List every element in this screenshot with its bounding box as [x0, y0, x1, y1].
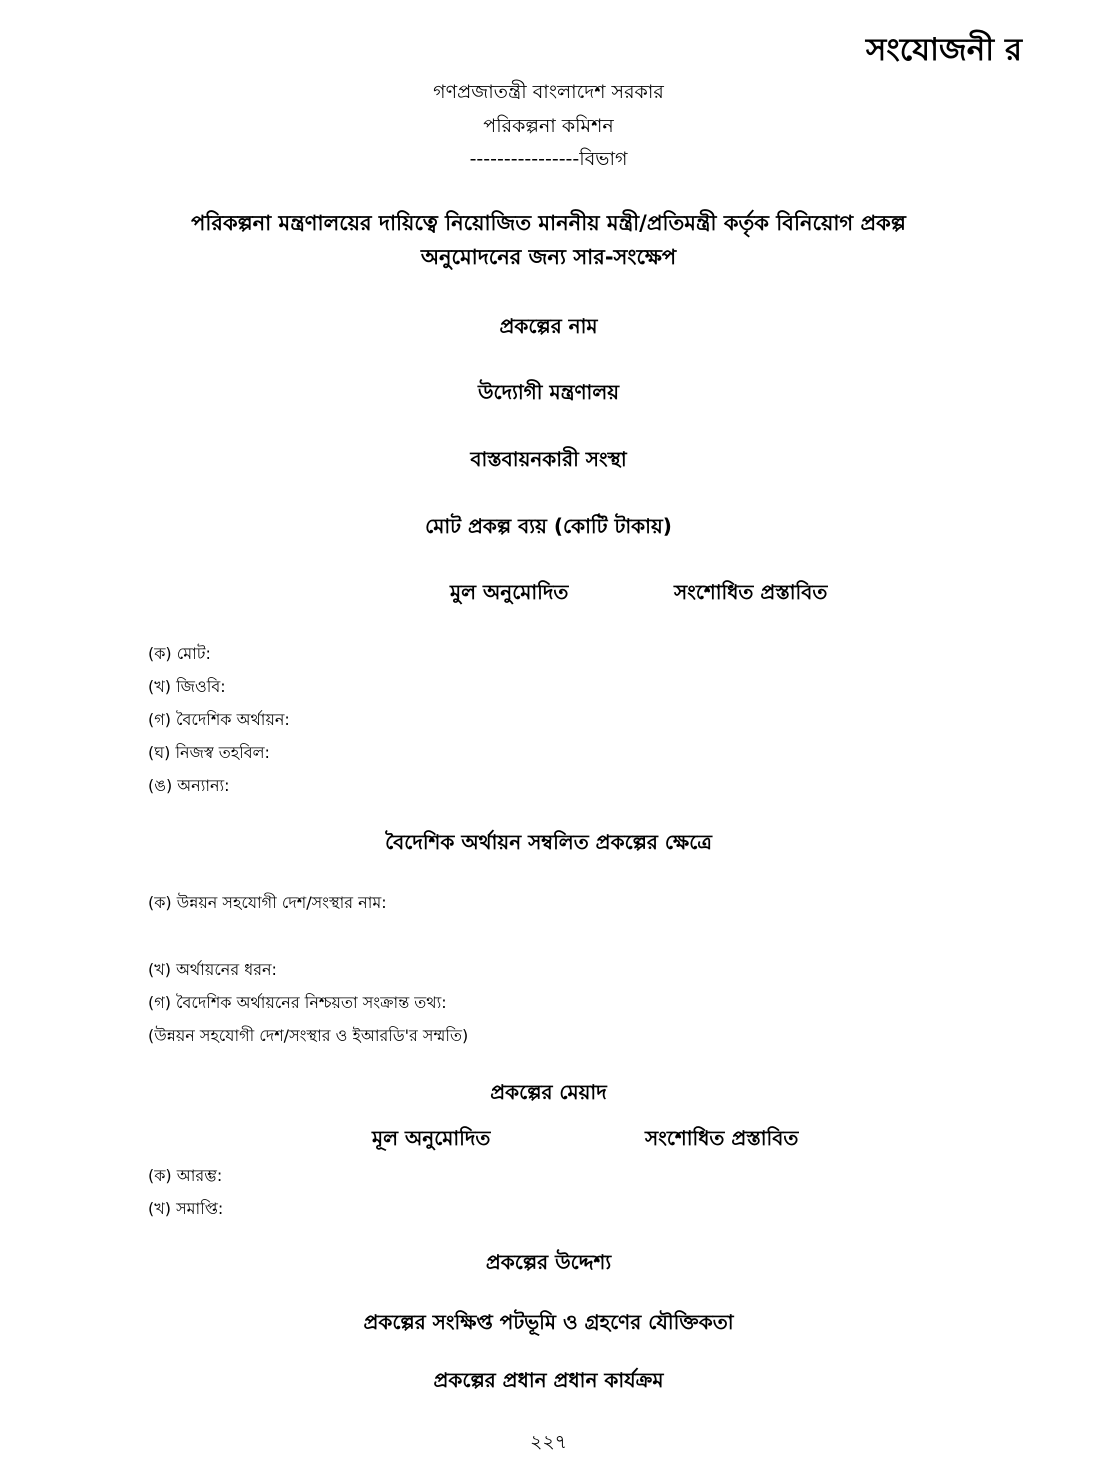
division-heading: ----------------বিভাগ: [469, 148, 628, 170]
objective-heading: প্রকল্পের উদ্দেশ্য: [485, 1250, 612, 1274]
duration-original-column: মূল অনুমোদিত: [372, 1126, 491, 1150]
foreign-item-funding-type: (খ) অর্থায়নের ধরন:: [148, 960, 277, 979]
document-title-line1: পরিকল্পনা মন্ত্রণালয়ের দায়িত্বে নিয়োজিত মাননীয় মন্ত্রী/প্রতিমন্ত্রী কর্তৃক বিনিয়োগ প্রকল্প: [191, 211, 906, 235]
foreign-funding-heading: বৈদেশিক অর্থায়ন সম্বলিত প্রকল্পের ক্ষেত্রে: [385, 830, 712, 854]
government-heading: গণপ্রজাতন্ত্রী বাংলাদেশ সরকার: [433, 81, 664, 103]
total-cost-label: মোট প্রকল্প ব্যয় (কোটি টাকায়): [425, 514, 672, 538]
cost-original-column: মুল অনুমোদিত: [450, 580, 569, 604]
cost-item-gob: (খ) জিওবি:: [148, 677, 226, 696]
duration-revised-column: সংশোধিত প্রস্তাবিত: [645, 1126, 799, 1150]
duration-item-end: (খ) সমাপ্তি:: [148, 1199, 224, 1218]
implementing-agency-label: বাস্তবায়নকারী সংস্থা: [470, 447, 627, 471]
appendix-label: সংযোজনী র: [865, 32, 1022, 68]
background-heading: প্রকল্পের সংক্ষিপ্ত পটভূমি ও গ্রহণের যৌক্তিকতা: [363, 1310, 734, 1334]
page-number: ২২৭: [529, 1431, 568, 1453]
foreign-item-assurance: (গ) বৈদেশিক অর্থায়নের নিশ্চয়তা সংক্রান্ত তথ্য:: [148, 993, 447, 1012]
sponsoring-ministry-label: উদ্যোগী মন্ত্রণালয়: [477, 380, 620, 404]
cost-item-other: (ঙ) অন্যান্য:: [148, 776, 230, 795]
project-name-label: প্রকল্পের নাম: [499, 314, 598, 338]
duration-item-start: (ক) আরম্ভ:: [148, 1166, 223, 1185]
cost-item-own-fund: (ঘ) নিজস্ব তহবিল:: [148, 743, 270, 762]
commission-heading: পরিকল্পনা কমিশন: [483, 115, 614, 137]
main-activities-heading: প্রকল্পের প্রধান প্রধান কার্যক্রম: [433, 1368, 664, 1392]
cost-item-foreign: (গ) বৈদেশিক অর্থায়ন:: [148, 710, 290, 729]
cost-item-total: (ক) মোট:: [148, 644, 211, 663]
foreign-item-consent-note: (উন্নয়ন সহযোগী দেশ/সংস্থার ও ইআরডি'র সম্মতি): [148, 1026, 469, 1045]
document-title-line2: অনুমোদনের জন্য সার-সংক্ষেপ: [420, 245, 677, 269]
foreign-item-partner: (ক) উন্নয়ন সহযোগী দেশ/সংস্থার নাম:: [148, 893, 387, 912]
duration-heading: প্রকল্পের মেয়াদ: [490, 1080, 607, 1104]
cost-revised-column: সংশোধিত প্রস্তাবিত: [674, 580, 828, 604]
